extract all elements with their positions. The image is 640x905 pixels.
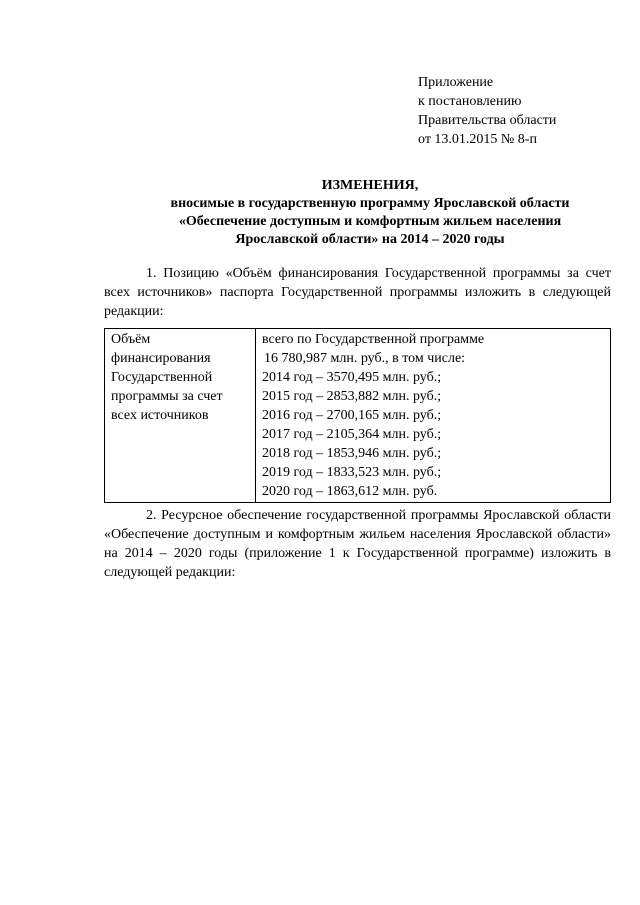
label-line: Объём [111,332,151,347]
value-line-year: 2014 год – 3570,495 млн. руб.; [262,370,442,385]
title-line: ИЗМЕНЕНИЯ, [321,178,419,193]
paragraph-1 [104,264,611,321]
paragraph-2-text: 2. Ресурсное обеспечение государственной программы Ярославской области «Обеспечение доступным и комфортным жильем населения Ярославской области» на 2014 – 2020 годы (приложение 1 к Государственной программе) изложить в следующей редакции: [104,508,611,580]
paragraph-2 [104,506,611,582]
value-line-year: 2016 год – 2700,165 млн. руб.; [262,408,442,423]
financing-label-cell [105,329,256,503]
financing-table [104,328,611,503]
value-line-year: 2017 год – 2105,364 млн. руб.; [262,427,442,442]
value-line-year: 2020 год – 1863,612 млн. руб. [262,484,438,499]
appendix-line: от 13.01.2015 № 8-п [418,132,537,147]
title-line: вносимые в государственную программу Ярославской области [170,196,570,211]
value-line-year: 2015 год – 2853,882 млн. руб.; [262,389,442,404]
value-line: всего по Государственной программе [262,332,485,347]
value-line-total: 16 780,987 млн. руб., в том числе: [264,351,466,366]
appendix-line: к постановлению [418,94,522,109]
appendix-line: Приложение [418,75,494,90]
table-row [105,329,611,503]
label-line: программы за счет [111,389,223,404]
title-line: «Обеспечение доступным и комфортным жильем населения [178,214,562,229]
appendix-header [418,73,556,149]
value-line-year: 2019 год – 1833,523 млн. руб.; [262,465,442,480]
title-line: Ярославской области» на 2014 – 2020 годы [235,232,505,247]
financing-values-cell [256,329,611,503]
paragraph-1-text: 1. Позицию «Объём финансирования Государственной программы за счет всех источников» паспорта Государственной программы изложить в следующей редакции: [104,266,611,319]
label-line: Государственной [111,370,213,385]
label-line: финансирования [111,351,211,366]
document-title [100,177,640,249]
label-line: всех источников [111,408,209,423]
appendix-line: Правительства области [418,113,557,128]
value-line-year: 2018 год – 1853,946 млн. руб.; [262,446,442,461]
